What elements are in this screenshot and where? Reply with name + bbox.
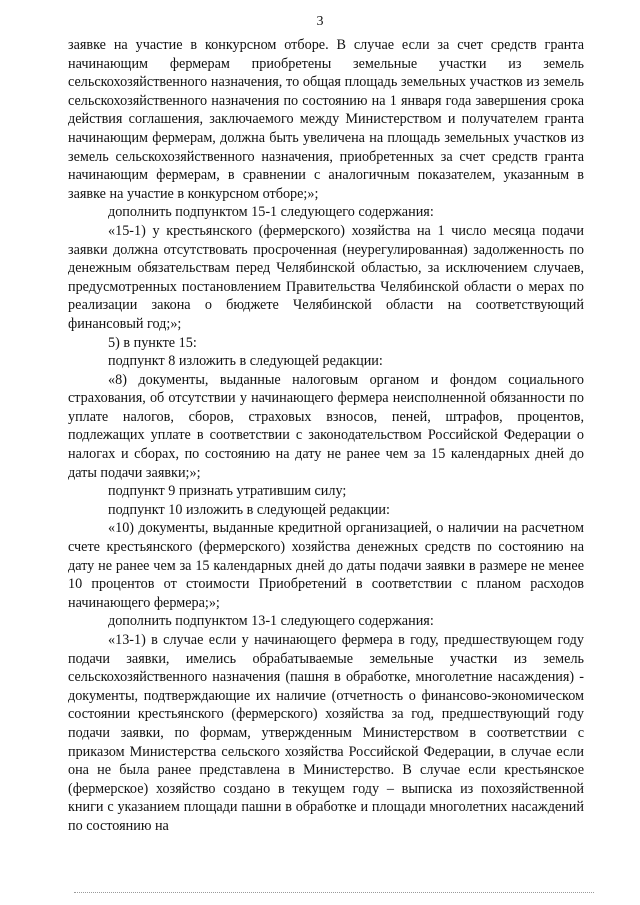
paragraph-item-5: 5) в пункте 15: [108, 334, 197, 351]
document-body [68, 36, 584, 836]
paragraph-subclause-15-1-text: «15-1) у крестьянского (фермерского) хозяйства на 1 число месяца подачи заявки должна отсутствовать просроченная (неурегулированная) задолженность по денежным обязательствам перед Челябинской областью, за исключением случаев, предусмотренных постановлением Правительства Челябинской области о мерах по реализации закона о бюджете Челябинской области на соответствующий финансовый год;»; [68, 222, 584, 332]
paragraph-subclause-9-repeal: подпункт 9 признать утратившим силу; [108, 483, 347, 500]
paragraph-subclause-8-text: «8) документы, выданные налоговым органом и фондом социального страхования, об отсутствии у начинающего фермера неисполненной обязанности по уплате налогов, сборов, страховых взносов, пеней, штрафов, процентов, подлежащих уплате в соответствии с законодательством Российской Федерации о налогах и сборах, по состоянию на дату не ранее чем за 15 календарных дней до даты подачи заявки;»; [68, 371, 584, 481]
paragraph-subclause-13-1-text: «13-1) в случае если у начинающего фермера в году, предшествующем году подачи заявки, имелись обрабатываемые земельные участки из земель сельскохозяйственного назначения (пашня в обработке, многолетние насаждения) - документы, подтверждающие их наличие (отчетность о финансово-экономическом состоянии крестьянского (фермерского) хозяйства за год, предшествующий году подачи заявки, по формам, утвержденным Министерством в соответствии с приказом Министерства сельского хозяйства Российской Федерации, в случае если она не была ранее представлена в Министерство. В случае если крестьянское (фермерское) хозяйство создано в текущем году – выписка из похозяйственной книги с указанием площади пашни в обработке и площади многолетних насаждений по состоянию на [68, 632, 584, 834]
paragraph-add-subclause-15-1: дополнить подпунктом 15-1 следующего содержания: [108, 204, 434, 221]
paragraph-subclause-10-text: «10) документы, выданные кредитной организацией, о наличии на расчетном счете крестьянского (фермерского) хозяйства денежных средств по состоянию на дату не ранее чем за 15 календарных дней до даты подачи заявки в размере не менее 10 процентов от стоимости Приобретений в соответствии с планом расходов начинающего фермера;»; [68, 520, 584, 611]
paragraph-subclause-8-intro: подпункт 8 изложить в следующей редакции: [108, 353, 383, 370]
paragraph-add-subclause-13-1: дополнить подпунктом 13-1 следующего содержания: [108, 613, 434, 630]
paragraph-subclause-10-intro: подпункт 10 изложить в следующей редакции: [108, 501, 390, 518]
paragraph-grant-land-area: заявке на участие в конкурсном отборе. В случае если за счет средств гранта начинающим фермерам приобретены земельные участки из земель сельскохозяйственного назначения, то общая площадь земельных участков из земель сельскохозяйственного назначения по состоянию на 1 января года завершения срока действия соглашения, заключаемого между Министерством и получателем гранта начинающим фермерам, должна быть увеличена на площадь земельных участков из земель сельскохозяйственного назначения, приобретенных за счет средств гранта начинающим фермерам, в сравнении с аналогичным показателем, указанным в заявке на участие в конкурсном отборе;»; [68, 37, 584, 202]
bottom-scan-line [74, 892, 594, 893]
page-number: 3 [316, 14, 324, 29]
